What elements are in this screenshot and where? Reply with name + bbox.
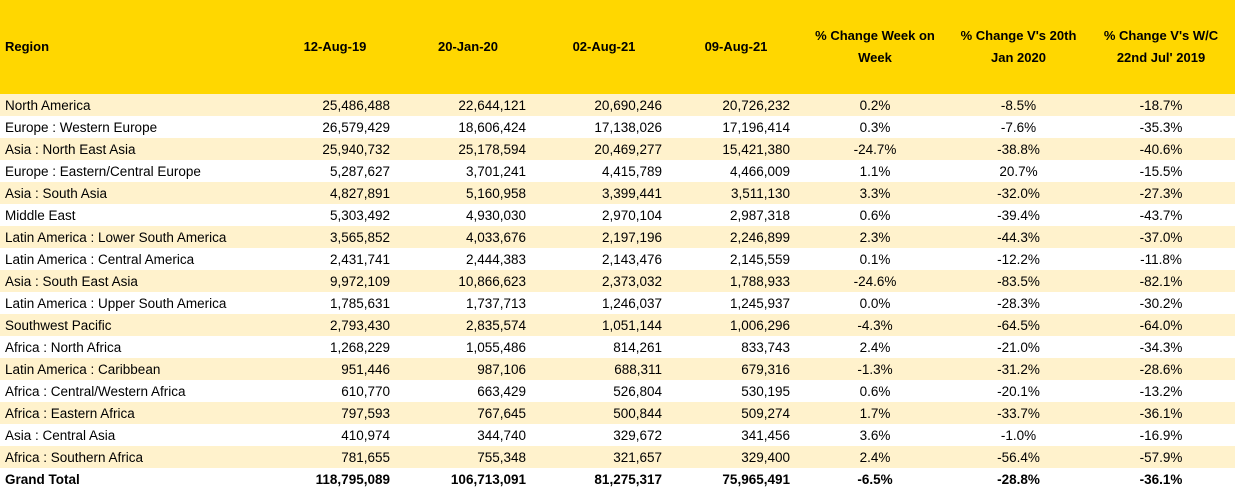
change-vs-jan-2020: -20.1% [997, 383, 1040, 399]
value-02-aug-21: 526,804 [613, 383, 662, 399]
table-row [0, 314, 1235, 336]
value-09-aug-21: 329,400 [741, 449, 790, 465]
value-09-aug-21: 17,196,414 [722, 119, 790, 135]
value-20-jan-20: 5,160,958 [465, 185, 526, 201]
region-cell: Asia : North East Asia [5, 141, 136, 157]
header-12-aug-19: 12-Aug-19 [303, 39, 367, 54]
change-vs-jan-2020: -12.2% [997, 251, 1040, 267]
value-09-aug-21: 679,316 [741, 361, 790, 377]
change-week-on-week: 0.1% [859, 251, 891, 267]
value-09-aug-21: 1,006,296 [729, 317, 790, 333]
region-cell: Middle East [5, 207, 76, 223]
change-vs-jul-2019: -13.2% [1139, 383, 1183, 399]
grand-total-change-vs-jul-2019: -36.1% [1139, 471, 1183, 487]
grand-total-row [0, 468, 1235, 490]
table-row [0, 380, 1235, 402]
change-vs-jan-2020: -7.6% [1000, 119, 1037, 135]
value-12-aug-19: 781,655 [341, 449, 390, 465]
value-09-aug-21: 15,421,380 [722, 141, 790, 157]
table-row [0, 226, 1235, 248]
region-cell: Latin America : Lower South America [5, 229, 227, 245]
change-vs-jul-2019: -15.5% [1139, 163, 1183, 179]
header-09-aug-21: 09-Aug-21 [704, 39, 768, 54]
value-09-aug-21: 1,788,933 [729, 273, 790, 289]
value-02-aug-21: 814,261 [613, 339, 662, 355]
header-02-aug-21: 02-Aug-21 [572, 39, 636, 54]
change-week-on-week: -4.3% [857, 317, 893, 333]
change-vs-jul-2019: -34.3% [1139, 339, 1183, 355]
change-vs-jan-2020: -83.5% [997, 273, 1040, 289]
value-09-aug-21: 2,987,318 [729, 207, 790, 223]
region-cell: Asia : Central Asia [5, 427, 116, 443]
value-20-jan-20: 2,835,574 [465, 317, 526, 333]
value-09-aug-21: 20,726,232 [722, 97, 790, 113]
value-02-aug-21: 20,690,246 [594, 97, 662, 113]
change-week-on-week: 2.3% [859, 229, 891, 245]
table-row [0, 270, 1235, 292]
table-row [0, 160, 1235, 182]
header-change-week-on-week: % Change Week on Week [815, 28, 935, 65]
value-02-aug-21: 2,373,032 [601, 273, 662, 289]
change-vs-jan-2020: -33.7% [997, 405, 1040, 421]
value-09-aug-21: 509,274 [741, 405, 790, 421]
value-20-jan-20: 3,701,241 [465, 163, 526, 179]
change-vs-jan-2020: -39.4% [997, 207, 1040, 223]
table-row [0, 358, 1235, 380]
value-02-aug-21: 329,672 [613, 427, 662, 443]
change-vs-jul-2019: -64.0% [1139, 317, 1183, 333]
change-week-on-week: 0.6% [859, 383, 891, 399]
region-cell: Europe : Eastern/Central Europe [5, 163, 201, 179]
value-09-aug-21: 833,743 [741, 339, 790, 355]
value-02-aug-21: 2,143,476 [601, 251, 662, 267]
change-week-on-week: 3.3% [859, 185, 891, 201]
region-cell: Latin America : Caribbean [5, 361, 161, 377]
value-12-aug-19: 2,431,741 [329, 251, 390, 267]
change-vs-jan-2020: -64.5% [997, 317, 1040, 333]
value-12-aug-19: 26,579,429 [322, 119, 390, 135]
value-09-aug-21: 530,195 [741, 383, 790, 399]
value-09-aug-21: 2,145,559 [729, 251, 790, 267]
grand-total-label: Grand Total [5, 471, 80, 487]
value-02-aug-21: 500,844 [613, 405, 662, 421]
change-week-on-week: 2.4% [859, 449, 891, 465]
value-20-jan-20: 4,033,676 [465, 229, 526, 245]
table-row [0, 292, 1235, 314]
value-20-jan-20: 10,866,623 [458, 273, 526, 289]
value-02-aug-21: 17,138,026 [594, 119, 662, 135]
header-change-vs-jul-2019: % Change V's W/C 22nd Jul' 2019 [1103, 28, 1219, 65]
value-20-jan-20: 22,644,121 [458, 97, 526, 113]
table-row [0, 446, 1235, 468]
table-row [0, 116, 1235, 138]
change-vs-jul-2019: -30.2% [1139, 295, 1183, 311]
change-vs-jan-2020: -38.8% [997, 141, 1040, 157]
value-12-aug-19: 410,974 [341, 427, 390, 443]
value-02-aug-21: 4,415,789 [601, 163, 662, 179]
change-vs-jan-2020: -56.4% [997, 449, 1040, 465]
change-vs-jan-2020: -8.5% [1000, 97, 1037, 113]
value-02-aug-21: 688,311 [614, 361, 662, 377]
value-20-jan-20: 767,645 [477, 405, 526, 421]
change-vs-jul-2019: -37.0% [1139, 229, 1183, 245]
value-20-jan-20: 1,055,486 [465, 339, 526, 355]
value-12-aug-19: 4,827,891 [329, 185, 390, 201]
value-02-aug-21: 3,399,441 [601, 185, 662, 201]
change-vs-jul-2019: -57.9% [1139, 449, 1183, 465]
value-02-aug-21: 20,469,277 [594, 141, 662, 157]
change-vs-jan-2020: -21.0% [997, 339, 1040, 355]
change-vs-jan-2020: -1.0% [1000, 427, 1037, 443]
change-vs-jul-2019: -11.8% [1140, 251, 1182, 267]
region-cell: Africa : Central/Western Africa [5, 383, 186, 399]
value-20-jan-20: 25,178,594 [458, 141, 526, 157]
grand-total-change-week-on-week: -6.5% [857, 471, 893, 487]
table-row [0, 204, 1235, 226]
header-region: Region [5, 39, 50, 54]
value-12-aug-19: 1,785,631 [329, 295, 390, 311]
value-09-aug-21: 2,246,899 [729, 229, 790, 245]
change-vs-jan-2020: -32.0% [997, 185, 1040, 201]
change-week-on-week: -24.6% [853, 273, 897, 289]
change-vs-jan-2020: -28.3% [997, 295, 1040, 311]
value-12-aug-19: 5,303,492 [329, 207, 390, 223]
value-12-aug-19: 25,486,488 [322, 97, 390, 113]
region-cell: Europe : Western Europe [5, 119, 158, 135]
change-vs-jul-2019: -35.3% [1139, 119, 1183, 135]
region-cell: Latin America : Central America [5, 251, 195, 267]
change-week-on-week: 1.7% [859, 405, 891, 421]
value-09-aug-21: 341,456 [741, 427, 790, 443]
value-20-jan-20: 2,444,383 [465, 251, 526, 267]
change-vs-jul-2019: -40.6% [1139, 141, 1183, 157]
table-row [0, 336, 1235, 358]
grand-total-20-jan-20: 106,713,091 [450, 471, 526, 487]
grand-total-change-vs-jan-2020: -28.8% [997, 471, 1040, 487]
table-body [0, 94, 1235, 468]
change-week-on-week: -1.3% [857, 361, 893, 377]
header-20-jan-20: 20-Jan-20 [438, 39, 498, 54]
value-20-jan-20: 987,106 [477, 361, 526, 377]
table-row [0, 402, 1235, 424]
value-02-aug-21: 321,657 [613, 449, 662, 465]
value-12-aug-19: 2,793,430 [329, 317, 390, 333]
value-12-aug-19: 9,972,109 [329, 273, 390, 289]
change-vs-jul-2019: -18.7% [1139, 97, 1183, 113]
value-12-aug-19: 951,446 [341, 361, 390, 377]
value-02-aug-21: 1,051,144 [601, 317, 662, 333]
grand-total-09-aug-21: 75,965,491 [722, 471, 790, 487]
change-vs-jan-2020: 20.7% [999, 163, 1038, 179]
change-vs-jul-2019: -43.7% [1139, 207, 1183, 223]
header-change-vs-jan-2020: % Change V's 20th Jan 2020 [960, 28, 1077, 65]
change-week-on-week: 0.0% [859, 295, 891, 311]
value-02-aug-21: 2,197,196 [601, 229, 662, 245]
table-row [0, 138, 1235, 160]
region-cell: Africa : Southern Africa [5, 449, 144, 465]
value-20-jan-20: 4,930,030 [465, 207, 526, 223]
value-20-jan-20: 1,737,713 [465, 295, 526, 311]
table-row [0, 182, 1235, 204]
region-cell: Asia : South Asia [5, 185, 108, 201]
change-week-on-week: 0.3% [859, 119, 891, 135]
region-cell: North America [5, 97, 91, 113]
change-week-on-week: 0.2% [859, 97, 891, 113]
table-row [0, 248, 1235, 270]
table-row [0, 424, 1235, 446]
change-vs-jul-2019: -82.1% [1139, 273, 1183, 289]
region-cell: Africa : Eastern Africa [5, 405, 135, 421]
value-20-jan-20: 755,348 [477, 449, 526, 465]
value-12-aug-19: 1,268,229 [329, 339, 390, 355]
change-week-on-week: -24.7% [853, 141, 897, 157]
change-vs-jul-2019: -28.6% [1139, 361, 1183, 377]
change-week-on-week: 1.1% [859, 163, 891, 179]
change-week-on-week: 3.6% [859, 427, 891, 443]
value-12-aug-19: 610,770 [341, 383, 390, 399]
value-12-aug-19: 5,287,627 [329, 163, 390, 179]
change-vs-jan-2020: -31.2% [997, 361, 1040, 377]
grand-total-02-aug-21: 81,275,317 [594, 471, 662, 487]
header-row [0, 0, 1235, 94]
change-vs-jul-2019: -27.3% [1139, 185, 1183, 201]
value-12-aug-19: 797,593 [341, 405, 390, 421]
change-vs-jul-2019: -16.9% [1139, 427, 1183, 443]
value-20-jan-20: 344,740 [477, 427, 526, 443]
change-vs-jul-2019: -36.1% [1139, 405, 1183, 421]
grand-total-12-aug-19: 118,795,089 [315, 471, 390, 487]
value-02-aug-21: 2,970,104 [601, 207, 662, 223]
value-20-jan-20: 663,429 [477, 383, 526, 399]
value-09-aug-21: 1,245,937 [729, 295, 790, 311]
region-cell: Africa : North Africa [5, 339, 122, 355]
region-cell: Latin America : Upper South America [5, 295, 227, 311]
value-02-aug-21: 1,246,037 [601, 295, 662, 311]
value-09-aug-21: 4,466,009 [729, 163, 790, 179]
value-20-jan-20: 18,606,424 [458, 119, 526, 135]
region-cell: Southwest Pacific [5, 317, 112, 333]
change-vs-jan-2020: -44.3% [997, 229, 1040, 245]
region-cell: Asia : South East Asia [5, 273, 138, 289]
change-week-on-week: 2.4% [859, 339, 891, 355]
value-12-aug-19: 25,940,732 [322, 141, 390, 157]
change-week-on-week: 0.6% [859, 207, 891, 223]
value-09-aug-21: 3,511,130 [730, 185, 790, 201]
table-row [0, 94, 1235, 116]
value-12-aug-19: 3,565,852 [329, 229, 390, 245]
